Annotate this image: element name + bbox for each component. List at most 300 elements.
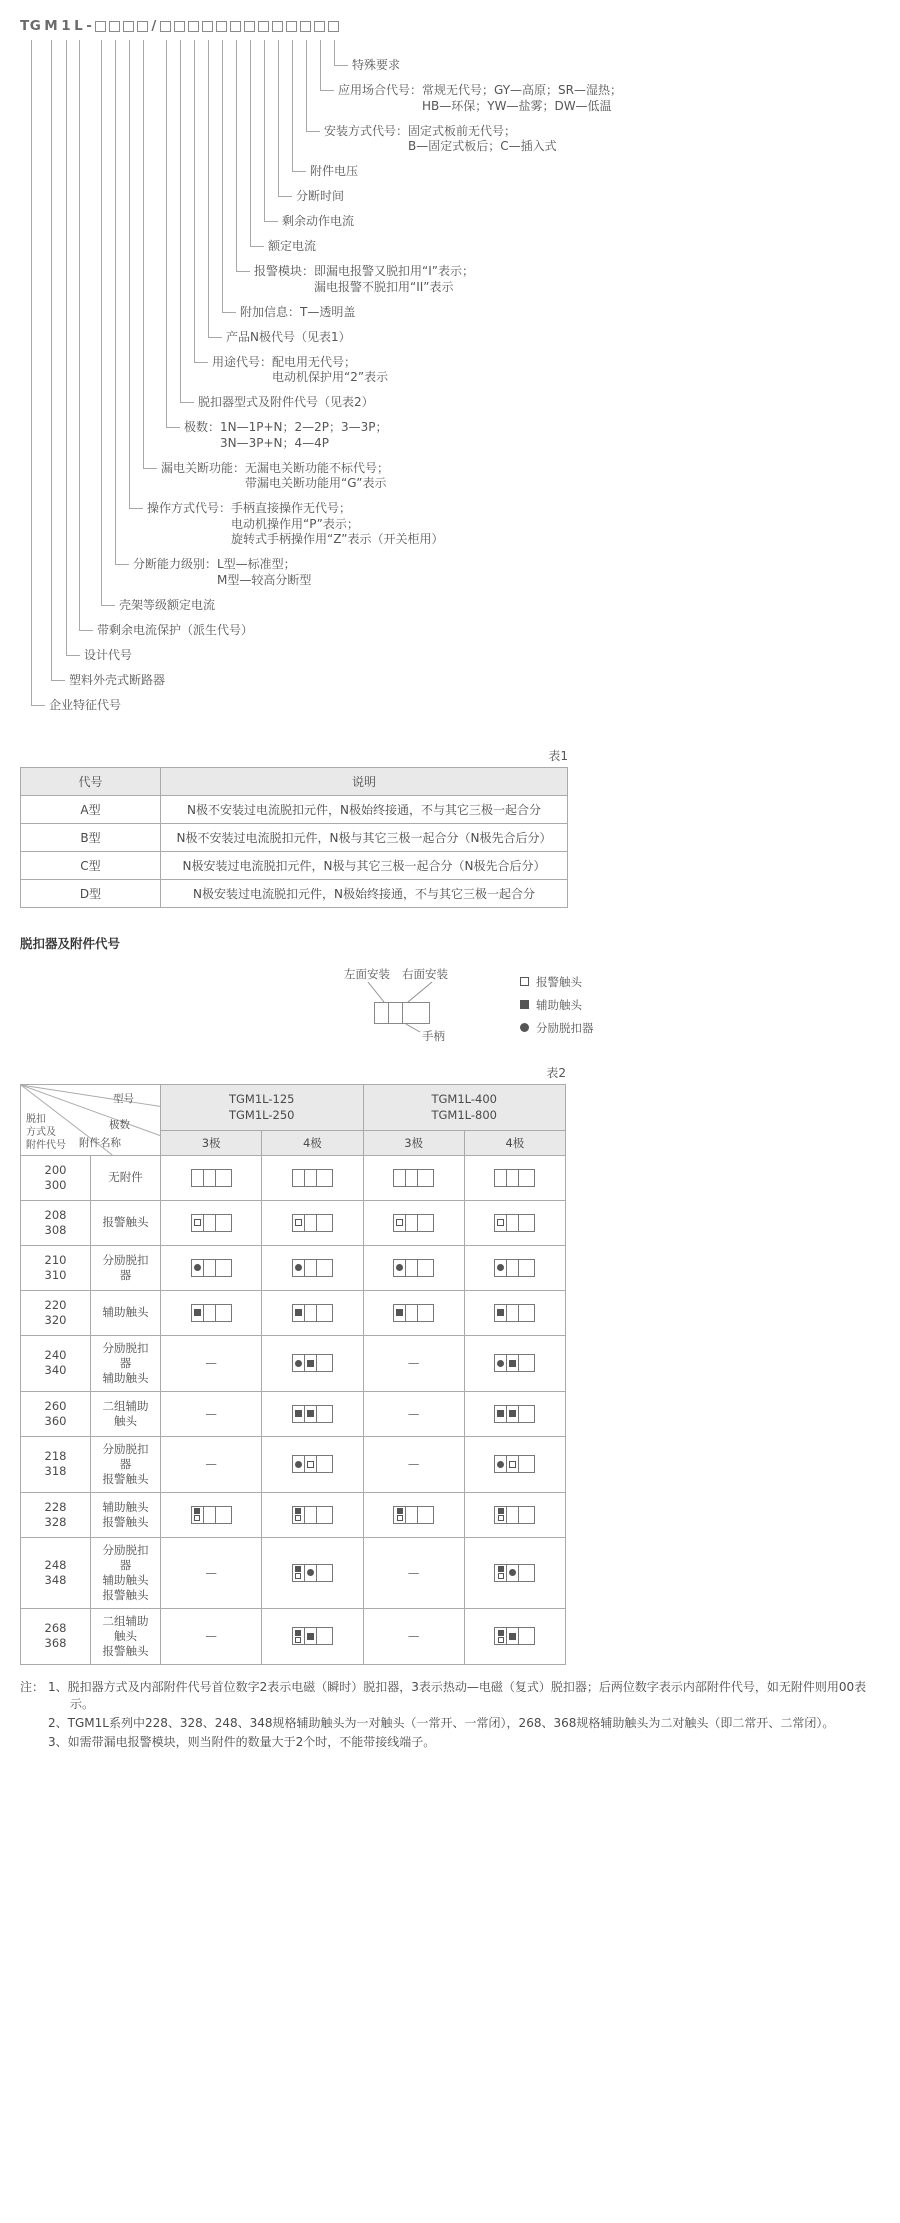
model-code-row — [20, 16, 900, 36]
shunt-release-mark — [295, 1461, 302, 1468]
slot — [495, 1170, 507, 1186]
handle-area — [317, 1170, 332, 1186]
trip-code-cell: 218 318 — [21, 1436, 91, 1492]
symbol-cell — [262, 1492, 363, 1537]
alarm-contact-mark — [497, 1219, 504, 1226]
slot — [305, 1170, 317, 1186]
table1-row — [21, 823, 568, 851]
handle-area — [317, 1355, 332, 1371]
model-code-box — [202, 21, 213, 32]
type-code-cell: A型 — [21, 795, 161, 823]
alarm-contact-mark — [194, 1219, 201, 1226]
slot — [507, 1305, 519, 1321]
trip-code-cell: 260 360 — [21, 1391, 91, 1436]
callout-label: 附加信息：T—透明盖 — [240, 304, 356, 319]
slot — [406, 1170, 418, 1186]
shunt-release-mark — [307, 1569, 314, 1576]
slot — [293, 1305, 305, 1321]
trip-code-cell: 268 368 — [21, 1608, 91, 1664]
type-code-cell: B型 — [21, 823, 161, 851]
symbol-cell — [262, 1436, 363, 1492]
symbol-cell — [363, 1492, 464, 1537]
symbol-legend — [520, 966, 594, 1043]
callout-label: 分断时间 — [296, 189, 345, 203]
model-code-slash: / — [151, 18, 157, 34]
slot — [406, 1305, 418, 1321]
callout-line — [79, 40, 93, 631]
corner-label-accessory-name: 附件名称 — [79, 1136, 121, 1149]
handle-area — [418, 1215, 433, 1231]
handle-area — [317, 1456, 332, 1472]
callout-line — [31, 40, 45, 706]
callout-label: 带剩余电流保护（派生代号） — [97, 622, 254, 637]
legend-item — [520, 974, 594, 990]
symbol-cell — [464, 1335, 565, 1391]
symbol-cell — [464, 1245, 565, 1290]
shunt-release-mark — [396, 1264, 403, 1271]
trip-code-cell: 200 300 — [21, 1155, 91, 1200]
note-item: 1、脱扣器方式及内部附件代号首位数字2表示电磁（瞬时）脱扣器，3表示热动—电磁（复式）脱扣器；后两位数字表示内部附件代号，如无附件则用00表示。 — [48, 1679, 867, 1711]
slot — [192, 1170, 204, 1186]
auxiliary-contact-mark — [295, 1630, 301, 1636]
alarm-contact-mark — [295, 1219, 302, 1226]
table2-row — [21, 1290, 566, 1335]
filled-circle-icon — [520, 1023, 529, 1032]
notes-prefix: 注： — [20, 1679, 45, 1694]
callout-line — [143, 40, 157, 469]
description-cell: N极不安装过电流脱扣元件，N极始终接通，不与其它三极一起合分 — [161, 795, 568, 823]
accessory-diagram — [340, 966, 900, 1048]
table2-corner-header — [21, 1084, 161, 1155]
alarm-contact-mark — [307, 1461, 314, 1468]
shunt-release-mark — [509, 1569, 516, 1576]
symbol-cell — [363, 1155, 464, 1200]
accessory-position-symbol — [292, 1405, 333, 1423]
auxiliary-contact-mark — [307, 1360, 314, 1367]
handle-area — [519, 1565, 534, 1581]
auxiliary-contact-mark — [497, 1309, 504, 1316]
slot — [293, 1215, 305, 1231]
model-code-box — [160, 21, 171, 32]
callout-line — [292, 40, 306, 172]
slot — [507, 1170, 519, 1186]
accessory-position-symbol — [393, 1259, 434, 1277]
symbol-cell — [363, 1290, 464, 1335]
symbol-cell — [262, 1335, 363, 1391]
not-available-dash: — — [205, 1457, 217, 1471]
table1-row — [21, 879, 568, 907]
symbol-cell — [363, 1608, 464, 1664]
slot — [394, 1507, 406, 1523]
model-code-box — [137, 21, 148, 32]
symbol-cell — [161, 1537, 262, 1608]
slot — [507, 1565, 519, 1581]
callout-line — [250, 40, 264, 247]
table1-caption: 表1 — [548, 748, 568, 763]
symbol-cell — [262, 1245, 363, 1290]
accessory-position-symbol — [494, 1564, 535, 1582]
model-code-box — [300, 21, 311, 32]
model-code-box — [174, 21, 185, 32]
handle-area — [418, 1507, 433, 1523]
symbol-cell — [262, 1155, 363, 1200]
symbol-cell — [161, 1245, 262, 1290]
callout-line — [180, 40, 194, 403]
accessory-position-symbol — [292, 1354, 333, 1372]
accessory-position-symbol — [393, 1506, 434, 1524]
legend-label: 报警触头 — [536, 974, 582, 989]
accessory-position-symbol — [191, 1506, 232, 1524]
accessory-position-symbol — [494, 1506, 535, 1524]
trip-code-cell: 210 310 — [21, 1245, 91, 1290]
slot — [495, 1628, 507, 1644]
symbol-cell — [161, 1492, 262, 1537]
shunt-release-mark — [194, 1264, 201, 1271]
slot — [305, 1355, 317, 1371]
slot — [204, 1507, 216, 1523]
accessory-position-symbol — [292, 1214, 333, 1232]
description-cell: N极安装过电流脱扣元件，N极与其它三极一起合分（N极先合后分） — [161, 851, 568, 879]
slot — [305, 1260, 317, 1276]
slot — [507, 1507, 519, 1523]
accessory-position-symbol — [494, 1354, 535, 1372]
symbol-cell — [464, 1290, 565, 1335]
slot — [305, 1507, 317, 1523]
note-item: 2、TGM1L系列中228、328、248、348规格辅助触头为一对触头（一常开、一常闭），268、368规格辅助触头为二对触头（即二常开、二常闭）。 — [48, 1715, 835, 1730]
slot — [507, 1406, 519, 1422]
table1-row — [21, 851, 568, 879]
symbol-cell — [161, 1155, 262, 1200]
callout-label: 壳架等级额定电流 — [119, 597, 216, 612]
handle-area — [216, 1170, 231, 1186]
table1-column-header: 代号 — [21, 767, 161, 795]
slot — [394, 1215, 406, 1231]
trip-code-cell: 248 348 — [21, 1537, 91, 1608]
handle-area — [519, 1260, 534, 1276]
handle-label: 手柄 — [422, 1028, 445, 1043]
notes — [20, 1679, 880, 1751]
table2 — [20, 1084, 566, 1665]
alarm-contact-mark — [397, 1515, 403, 1521]
pole-header: 3极 — [363, 1130, 464, 1155]
callout-line — [236, 40, 250, 272]
slot — [406, 1507, 418, 1523]
auxiliary-contact-mark — [397, 1508, 403, 1514]
slot — [406, 1215, 418, 1231]
model-code-box — [286, 21, 297, 32]
auxiliary-contact-mark — [396, 1309, 403, 1316]
accessory-position-symbol — [292, 1304, 333, 1322]
symbol-cell — [363, 1335, 464, 1391]
table1-header-row — [21, 767, 568, 795]
accessory-position-symbol — [292, 1455, 333, 1473]
handle-area — [519, 1406, 534, 1422]
not-available-dash: — — [407, 1565, 420, 1580]
auxiliary-contact-mark — [295, 1309, 302, 1316]
model-code-segment: 1 — [61, 18, 72, 34]
not-available-dash: — — [407, 1356, 420, 1370]
table2-row — [21, 1245, 566, 1290]
accessory-name-cell: 报警触头 — [91, 1200, 161, 1245]
symbol-cell — [262, 1200, 363, 1245]
table2-row — [21, 1200, 566, 1245]
left-slot — [375, 1003, 389, 1023]
shunt-release-mark — [295, 1264, 302, 1271]
table1 — [20, 767, 568, 908]
symbol-cell — [161, 1436, 262, 1492]
model-code-box — [328, 21, 339, 32]
slot — [293, 1565, 305, 1581]
auxiliary-contact-mark — [497, 1410, 504, 1417]
table2-row — [21, 1391, 566, 1436]
slot — [192, 1215, 204, 1231]
shunt-release-mark — [295, 1360, 302, 1367]
callout-label: 分断能力级别：L型—标准型； M型—较高分断型 — [133, 557, 312, 587]
slot — [507, 1260, 519, 1276]
corner-label-poles: 极数 — [109, 1118, 130, 1131]
accessory-position-symbol — [393, 1169, 434, 1187]
accessory-position-symbol — [191, 1259, 232, 1277]
callout-label: 安装方式代号：固定式板前无代号； B—固定式板后；C—插入式 — [324, 123, 557, 153]
callout-label: 脱扣器型式及附件代号（见表2） — [198, 395, 374, 409]
handle-area — [519, 1305, 534, 1321]
not-available-dash: — — [407, 1406, 420, 1421]
slot — [305, 1406, 317, 1422]
model-code-box — [123, 21, 134, 32]
callout-line — [51, 40, 65, 681]
model-code-box — [216, 21, 227, 32]
section-heading-accessory-codes: 脱扣器及附件代号 — [20, 935, 121, 951]
not-available-dash: — — [205, 1565, 217, 1580]
accessory-name-cell: 分励脱扣器 辅助触头 — [91, 1335, 161, 1391]
callout-line — [194, 40, 208, 363]
symbol-cell — [262, 1391, 363, 1436]
type-code-cell: C型 — [21, 851, 161, 879]
slot — [305, 1305, 317, 1321]
callout-line — [264, 40, 278, 222]
table2-row — [21, 1608, 566, 1664]
slot — [305, 1215, 317, 1231]
slot — [192, 1305, 204, 1321]
right-slot — [389, 1003, 403, 1023]
callout-line — [320, 40, 334, 91]
accessory-position-symbol — [191, 1214, 232, 1232]
handle-area — [317, 1507, 332, 1523]
handle-area — [317, 1628, 332, 1644]
slot — [305, 1628, 317, 1644]
symbol-cell — [363, 1245, 464, 1290]
slot — [204, 1170, 216, 1186]
slot — [204, 1305, 216, 1321]
callout-label: 极数：1N—1P+N；2—2P；3—3P； 3N—3P+N；4—4P — [184, 420, 388, 450]
slot — [204, 1260, 216, 1276]
callout-line — [129, 40, 143, 509]
type-code-cell: D型 — [21, 879, 161, 907]
handle-area — [418, 1260, 433, 1276]
handle-area — [317, 1565, 332, 1581]
callout-line — [66, 40, 80, 656]
accessory-position-symbol — [494, 1304, 535, 1322]
auxiliary-contact-mark — [498, 1630, 504, 1636]
handle-area — [216, 1260, 231, 1276]
callout-line — [222, 40, 236, 313]
slot — [192, 1260, 204, 1276]
accessory-position-symbol — [494, 1455, 535, 1473]
alarm-contact-mark — [295, 1515, 301, 1521]
model-code-box — [109, 21, 120, 32]
slot — [293, 1260, 305, 1276]
slot — [305, 1565, 317, 1581]
model-code-dash: - — [86, 18, 93, 34]
model-code-box — [258, 21, 269, 32]
description-cell: N极安装过电流脱扣元件，N极始终接通，不与其它三极一起合分 — [161, 879, 568, 907]
handle-area — [519, 1215, 534, 1231]
auxiliary-contact-mark — [307, 1410, 314, 1417]
handle-area — [418, 1170, 433, 1186]
accessory-name-cell: 无附件 — [91, 1155, 161, 1200]
accessory-position-symbol — [292, 1564, 333, 1582]
handle-area — [216, 1215, 231, 1231]
pole-header: 4极 — [262, 1130, 363, 1155]
accessory-position-symbol — [494, 1627, 535, 1645]
slot — [495, 1565, 507, 1581]
accessory-name-cell: 二组辅助触头 报警触头 — [91, 1608, 161, 1664]
slot — [495, 1215, 507, 1231]
not-available-dash: — — [205, 1629, 217, 1643]
shunt-release-mark — [497, 1360, 504, 1367]
accessory-position-symbol — [494, 1405, 535, 1423]
slot — [394, 1260, 406, 1276]
slot — [495, 1406, 507, 1422]
handle-area — [317, 1215, 332, 1231]
slot — [192, 1507, 204, 1523]
slot — [293, 1406, 305, 1422]
left-install-label: 左面安装 — [344, 966, 390, 981]
alarm-contact-mark — [498, 1515, 504, 1521]
slot — [507, 1628, 519, 1644]
callout-label: 附件电压 — [310, 164, 359, 178]
model-code-box — [230, 21, 241, 32]
legend-label: 辅助触头 — [536, 997, 582, 1012]
callout-line — [278, 40, 292, 197]
model-code-box — [314, 21, 325, 32]
slot — [495, 1507, 507, 1523]
corner-label-trip-code: 脱扣 方式及 附件代号 — [26, 1113, 66, 1151]
slot — [305, 1456, 317, 1472]
accessory-name-cell: 辅助触头 报警触头 — [91, 1492, 161, 1537]
alarm-contact-mark — [498, 1573, 504, 1579]
alarm-contact-mark — [498, 1637, 504, 1643]
corner-label-model: 型号 — [113, 1092, 134, 1105]
handle-area — [216, 1507, 231, 1523]
table2-row — [21, 1155, 566, 1200]
slot — [293, 1507, 305, 1523]
accessory-name-cell: 分励脱扣器 报警触头 — [91, 1436, 161, 1492]
symbol-cell — [464, 1537, 565, 1608]
callout-line — [306, 40, 320, 132]
accessory-position-symbol — [292, 1627, 333, 1645]
alarm-contact-mark — [396, 1219, 403, 1226]
accessory-position-symbol — [292, 1506, 333, 1524]
auxiliary-contact-mark — [295, 1410, 302, 1417]
open-square-icon — [520, 977, 529, 986]
slot — [495, 1456, 507, 1472]
auxiliary-contact-mark — [498, 1508, 504, 1514]
auxiliary-contact-mark — [509, 1633, 516, 1640]
accessory-name-cell: 分励脱扣器 辅助触头 报警触头 — [91, 1537, 161, 1608]
symbol-cell — [262, 1537, 363, 1608]
not-available-dash: — — [205, 1356, 217, 1370]
symbol-cell — [161, 1200, 262, 1245]
accessory-position-symbol — [393, 1214, 434, 1232]
legend-item — [520, 1020, 594, 1036]
model-code-box — [244, 21, 255, 32]
symbol-cell — [262, 1290, 363, 1335]
slot — [293, 1355, 305, 1371]
trip-code-cell: 208 308 — [21, 1200, 91, 1245]
symbol-cell — [161, 1608, 262, 1664]
handle-area — [519, 1456, 534, 1472]
accessory-position-symbol — [393, 1304, 434, 1322]
alarm-contact-mark — [295, 1573, 301, 1579]
slot — [293, 1628, 305, 1644]
callout-line — [334, 40, 348, 66]
trip-code-cell: 220 320 — [21, 1290, 91, 1335]
handle-area — [519, 1355, 534, 1371]
slot — [507, 1355, 519, 1371]
accessory-position-symbol — [191, 1169, 232, 1187]
shunt-release-mark — [497, 1264, 504, 1271]
auxiliary-contact-mark — [194, 1309, 201, 1316]
model-code-segment: TG — [20, 18, 42, 34]
handle-area — [317, 1260, 332, 1276]
symbol-cell — [363, 1200, 464, 1245]
symbol-cell — [161, 1391, 262, 1436]
model-code-box — [95, 21, 106, 32]
symbol-cell — [464, 1608, 565, 1664]
callout-line — [208, 40, 222, 338]
alarm-contact-mark — [295, 1637, 301, 1643]
callout-label: 剩余动作电流 — [282, 214, 355, 228]
auxiliary-contact-mark — [509, 1410, 516, 1417]
note-item: 3、如需带漏电报警模块，则当附件的数量大于2个时，不能带接线端子。 — [48, 1734, 436, 1749]
alarm-contact-mark — [194, 1515, 200, 1521]
auxiliary-contact-mark — [194, 1508, 200, 1514]
slot — [495, 1260, 507, 1276]
handle-area — [519, 1628, 534, 1644]
table1-column-header: 说明 — [161, 767, 568, 795]
model-code-box — [272, 21, 283, 32]
symbol-cell — [464, 1492, 565, 1537]
model-code-box — [188, 21, 199, 32]
shunt-release-mark — [497, 1461, 504, 1468]
callout-line — [115, 40, 129, 565]
slot — [495, 1305, 507, 1321]
table2-row — [21, 1492, 566, 1537]
handle-area — [519, 1507, 534, 1523]
model-code-segment: L — [74, 18, 84, 34]
handle-area — [317, 1305, 332, 1321]
model-group-header: TGM1L-125 TGM1L-250 — [161, 1084, 364, 1130]
not-available-dash: — — [407, 1457, 420, 1471]
slot — [293, 1456, 305, 1472]
callout-label: 设计代号 — [84, 647, 133, 662]
handle-area — [519, 1170, 534, 1186]
table2-caption: 表2 — [546, 1065, 566, 1080]
symbol-cell — [464, 1436, 565, 1492]
slot — [406, 1260, 418, 1276]
table1-row — [21, 795, 568, 823]
